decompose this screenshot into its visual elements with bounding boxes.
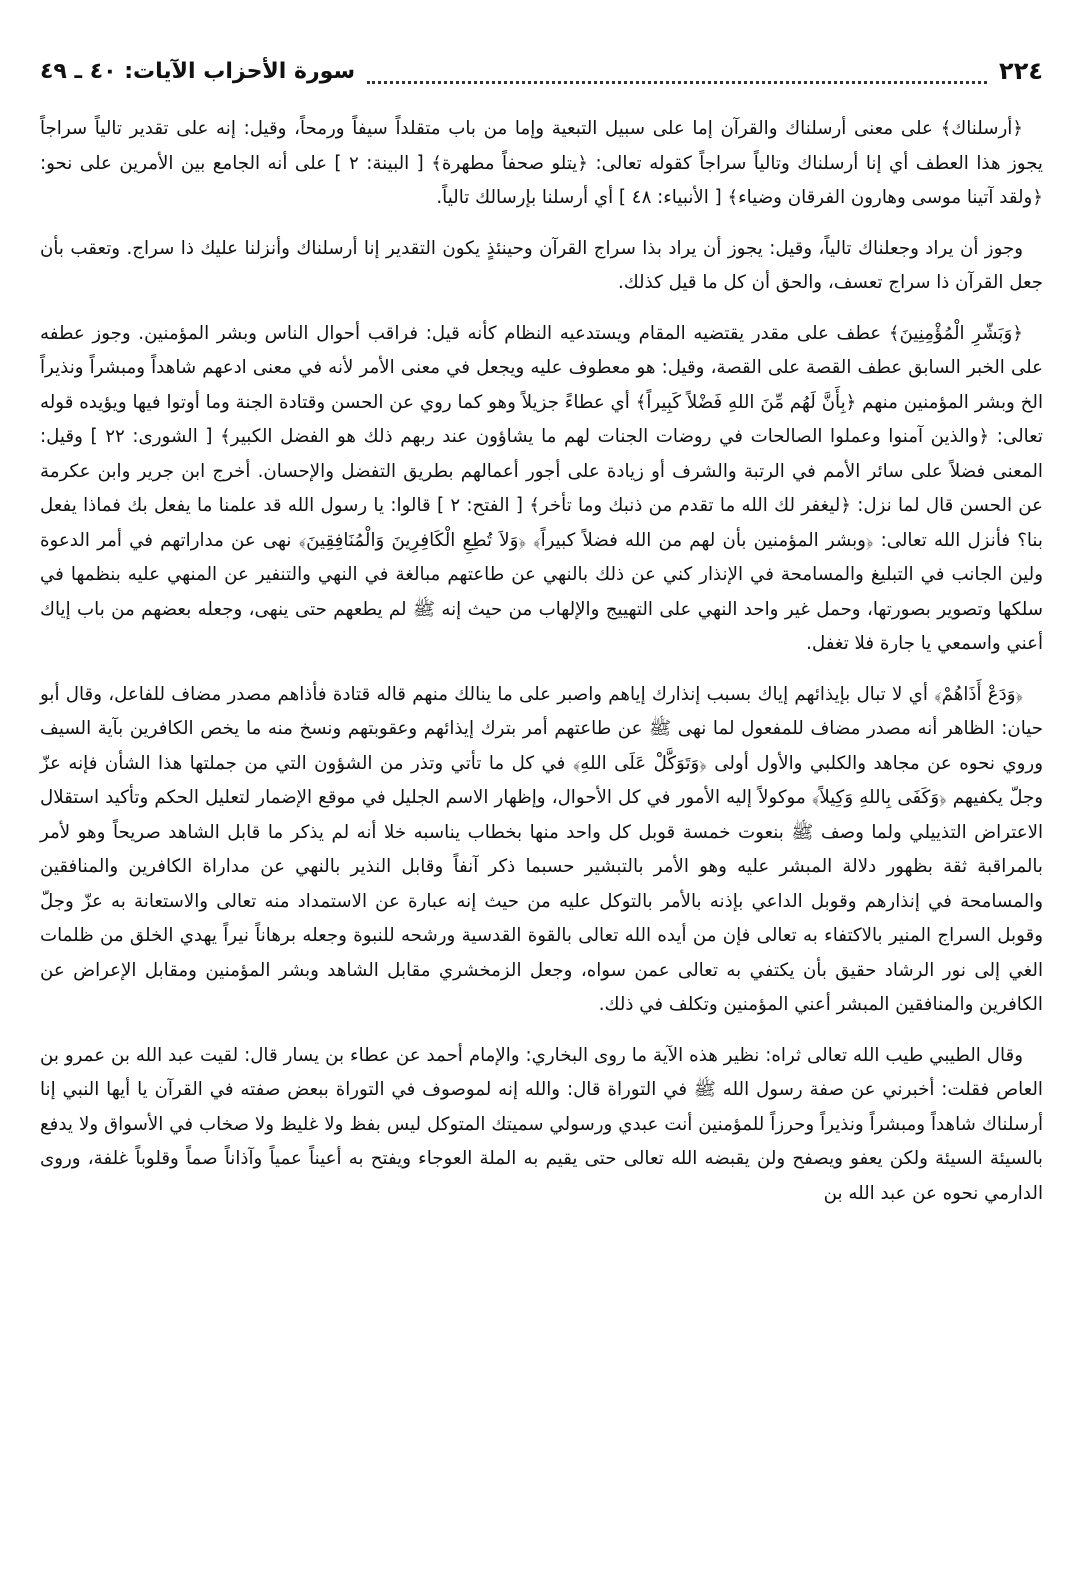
paragraph-2: وجوز أن يراد وجعلناك تالياً، وقيل: يجوز أن يراد بذا سراج القرآن وحينئذٍ يكون التقدير إنا أرسلناك وأنزلنا عليك ذا سراج. وتعقب بأن جعل القرآن ذا سراج تعسف، والحق أن كل ما قيل كذلك.: [40, 237, 1043, 293]
paragraph-3: ﴿وَبَشّرِ الْمُؤْمِنِينَ﴾ عطف على مقدر يقتضيه المقام ويستدعيه النظام كأنه قيل: فراقب أحوال الناس وبشر المؤمنين. وجوز عطفه على الخبر السابق عطف القصة على القصة، وقيل: هو معطوف عليه ويجعل في معنى الأمر لأنه في معنى ادعهم شاهداً ومبشراً ونذيراً الخ وبشر المؤمنين منهم ﴿بِأَنَّ لَهُم مِّنَ اللهِ فَضْلاً كَبِيراً﴾ أي عطاءً جزيلاً وهو كما روي عن الحسن وقتادة الجنة وما أوتوا فيها ويؤيده قوله تعالى: ﴿والذين آمنوا وعملوا الصالحات في روضات الجنات لهم ما يشاؤون عند ربهم ذلك هو الفضل الكبير﴾ [ الشورى: ٢٢ ] وقيل: المعنى فضلاً على سائر الأمم في الرتبة والشرف أو زيادة على أجور أعمالهم بطريق التفضل والإحسان. أخرج ابن جرير وابن عكرمة عن الحسن قال لما نزل: ﴿ليغفر لك الله ما تقدم من ذنبك وما تأخر﴾ [ الفتح: ٢ ] قالوا: يا رسول الله قد علمنا ما يفعل بك فماذا يفعل بنا؟ فأنزل الله تعالى: ﴿وبشر المؤمنين بأن لهم من الله فضلاً كبيراً﴾ ﴿وَلاَ تُطِعِ الْكَافِرِينَ وَالْمُنَافِقِينَ﴾ نهى عن مداراتهم في أمر الدعوة ولين الجانب في التبليغ والمسامحة في الإنذار كني عن ذلك بالنهي عن طاعتهم مبالغة في النهي والتنفير عن المنهي عليه بنظمها في سلكها وتصوير بصورتها، وحمل غير واحد النهي على التهييج والإلهاب من حيث إنه ﷺ لم يطعهم حتى ينهى، وجعله بعضهم من باب إياك أعني واسمعي يا جارة فلا تغفل.: [40, 322, 1043, 654]
page-header: [40, 52, 1043, 90]
surah-title: سورة الأحزاب الآيات: ٤٠ ـ ٤٩: [40, 58, 356, 84]
page-body: [40, 112, 1043, 1211]
page-number: ٢٢٤: [999, 57, 1043, 85]
paragraph-5: وقال الطيبي طيب الله تعالى ثراه: نظير هذه الآية ما روى البخاري: والإمام أحمد عن عطاء بن يسار قال: لقيت عبد الله بن عمرو بن العاص فقلت: أخبرني عن صفة رسول الله ﷺ في التوراة قال: والله إنه لموصوف في التوراة ببعض صفته في القرآن يا أيها النبي إنا أرسلناك شاهداً ومبشراً ونذيراً وحرزاً للمؤمنين أنت عبدي ورسولي سميتك المتوكل ليس بفظ ولا غليظ ولا صخاب في الأسواق ولا يدفع بالسيئة السيئة ولكن يعفو ويصفح ولن يقبضه الله تعالى حتى يقيم به الملة العوجاء ويفتح به أعيناً عمياً وآذاناً صماً وقلوباً غلفة، وروى الدارمي نحوه عن عبد الله بن: [40, 1044, 1043, 1204]
paragraph-4: ﴿وَدَعْ أَذَاهُمْ﴾ أي لا تبال بإيذائهم إياك بسبب إنذارك إياهم واصبر على ما ينالك منهم قاله قتادة فأذاهم مصدر مضاف للفاعل، وقال أبو حيان: الظاهر أنه مصدر مضاف للمفعول لما نهى ﷺ عن طاعتهم أمر بترك إيذائهم وعقوبتهم ونسخ منه ما يخص الكافرين بآية السيف وروي نحوه عن مجاهد والكلبي والأول أولى ﴿وَتَوَكَّلْ عَلَى اللهِ﴾ في كل ما تأتي وتذر من الشؤون التي من جملتها هذا الشأن فإنه عزّ وجلّ يكفيهم ﴿وَكَفَى بِاللهِ وَكِيلاً﴾ موكولاً إليه الأمور في كل الأحوال، وإظهار الاسم الجليل في موقع الإضمار لتعليل الحكم وتأكيد استقلال الاعتراض التذييلي ولما وصف ﷺ بنعوت خمسة قوبل كل واحد منها بخطاب يناسبه خلا أنه لم يذكر ما قابل الشاهد صريحاً وهو لأمر بالمراقبة ثقة بظهور دلالة المبشر عليه وهو الأمر بالتبشير حسبما ذكر آنفاً وقابل النذير بالنهي عن مداراة الكافرين والمنافقين والمسامحة في إنذارهم وقوبل الداعي بإذنه بالأمر بالتوكل عليه من حيث إنه عبارة عن الاستمداد منه تعالى والاستعانة به عزّ وجلّ وقوبل السراج المنير بالاكتفاء به تعالى فإن من أيده الله تعالى بالقوة القدسية ورشحه للنبوة وجعله برهاناً نيراً يهدي الخلق من ظلمات الغي إلى نور الرشاد حقيق بأن يكتفي به تعالى عمن سواه، وجعل الزمخشري مقابل الشاهد وبشر المؤمنين ومقابل الإعراض عن الكافرين والمنافقين المبشر أعني المؤمنين وتكلف في ذلك.: [40, 683, 1043, 1015]
paragraph-1: ﴿أرسلناك﴾ على معنى أرسلناك والقرآن إما على سبيل التبعية وإما من باب متقلداً سيفاً ورمحاً، وقيل: إنه على تقدير تالياً سراجاً يجوز هذا العطف أي إنا أرسلناك وتالياً سراجاً كقوله تعالى: ﴿يتلو صحفاً مطهرة﴾ [ البينة: ٢ ] على أنه الجامع بين الأمرين على نحو: ﴿ولقد آتينا موسى وهارون الفرقان وضياء﴾ [ الأنبياء: ٤٨ ] أي أرسلنا بإرسالك تالياً.: [40, 118, 1043, 208]
header-dotted-leader: [367, 71, 987, 84]
